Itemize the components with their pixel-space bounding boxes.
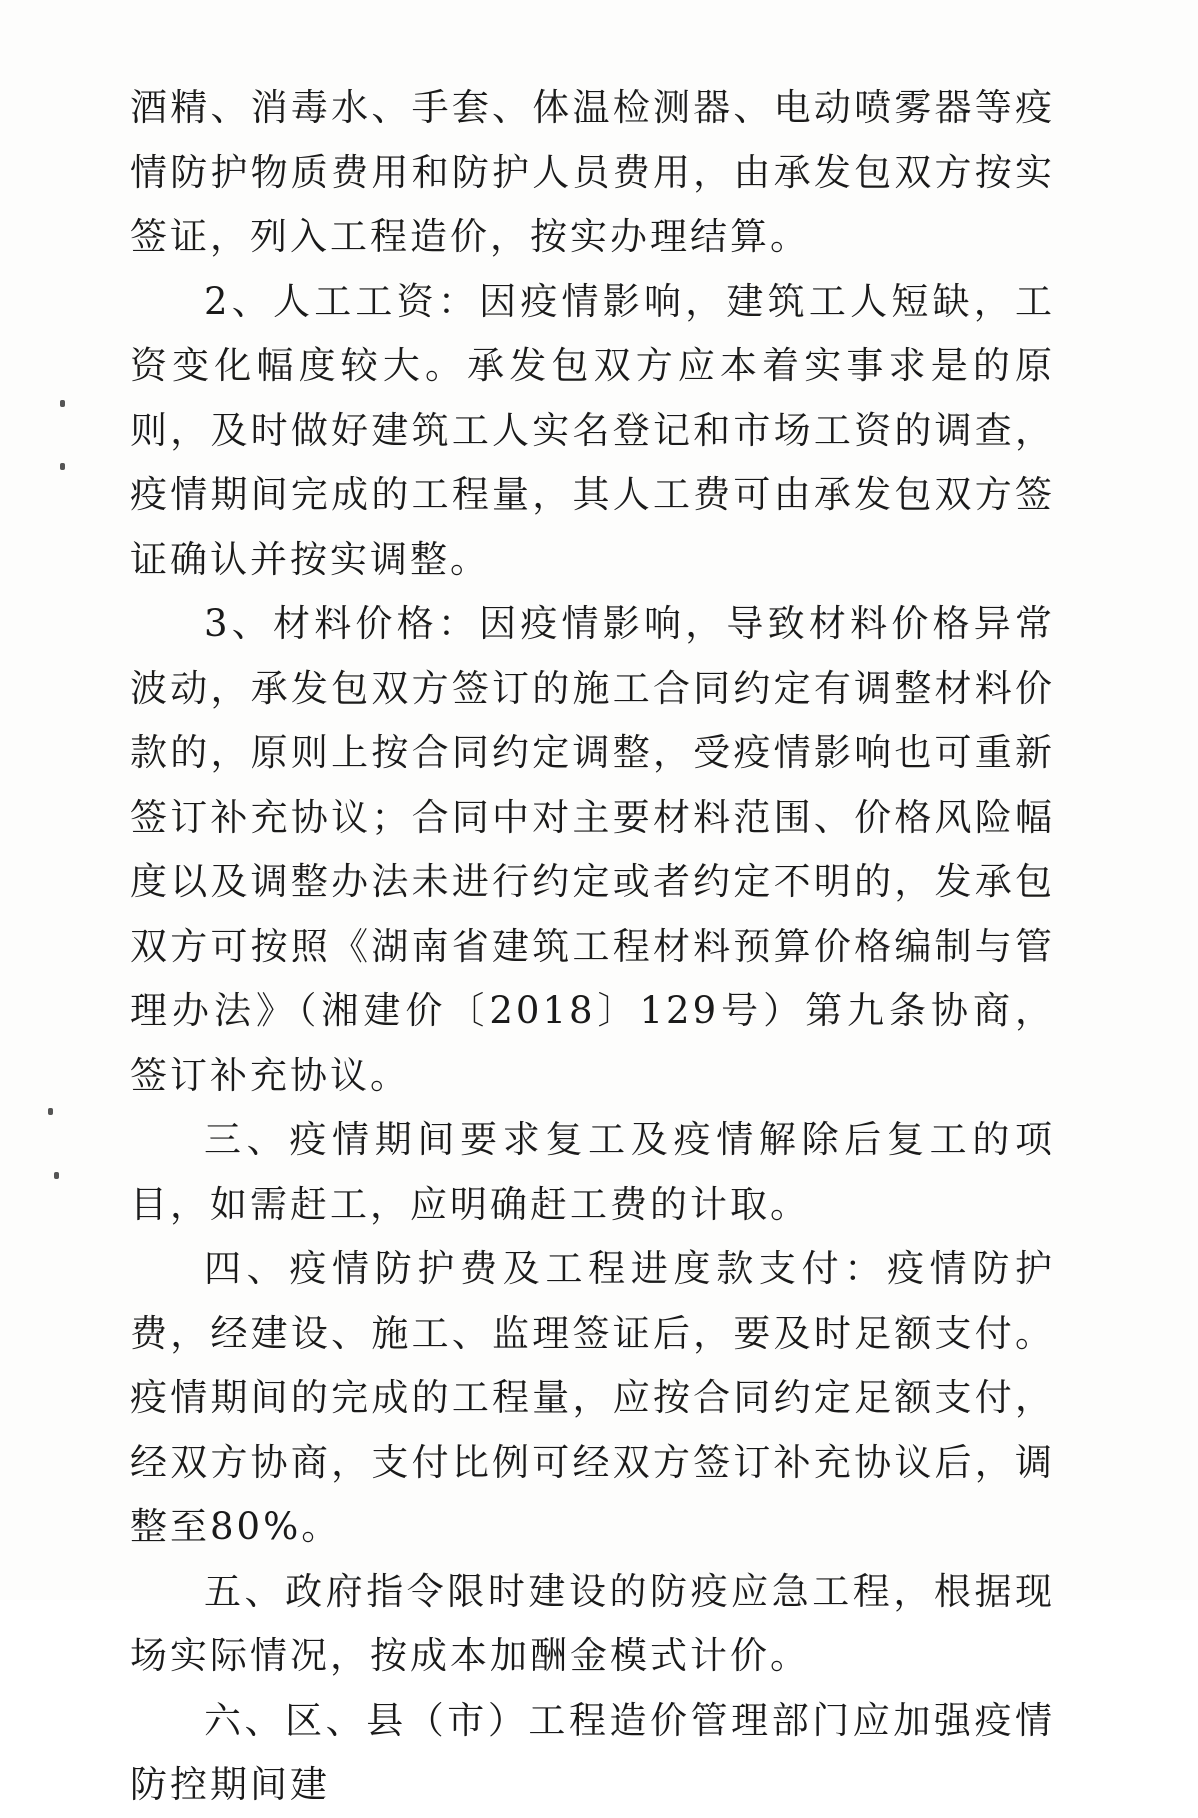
binding-hole-mark (54, 1172, 59, 1179)
paragraph: 四、疫情防护费及工程进度款支付：疫情防护费，经建设、施工、监理签证后，要及时足额支付。疫情期间的完成的工程量，应按合同约定足额支付，经双方协商，支付比例可经双方签订补充协议后，调整至80%。 (130, 1247, 1055, 1548)
binding-hole-mark (60, 400, 65, 407)
binding-hole-mark (48, 1108, 53, 1115)
document-body (130, 76, 1055, 1818)
paragraph: 酒精、消毒水、手套、体温检测器、电动喷雾器等疫情防护物质费用和防护人员费用，由承发包双方按实签证，列入工程造价，按实办理结算。 (130, 86, 1055, 258)
binding-hole-mark (60, 463, 65, 470)
paragraph: 五、政府指令限时建设的防疫应急工程，根据现场实际情况，按成本加酬金模式计价。 (130, 1569, 1055, 1677)
paragraph: 2、人工工资：因疫情影响，建筑工人短缺，工资变化幅度较大。承发包双方应本着实事求是的原则，及时做好建筑工人实名登记和市场工资的调查，疫情期间完成的工程量，其人工费可由承发包双方签证确认并按实调整。 (130, 279, 1055, 581)
paragraph: 3、材料价格：因疫情影响，导致材料价格异常波动，承发包双方签订的施工合同约定有调整材料价款的，原则上按合同约定调整，受疫情影响也可重新签订补充协议；合同中对主要材料范围、价格风险幅度以及调整办法未进行约定或者约定不明的，发承包双方可按照《湖南省建筑工程材料预算价格编制与管理办法》（湘建价〔2018〕129号）第九条协商，签订补充协议。 (130, 602, 1055, 1097)
paragraph: 六、区、县（市）工程造价管理部门应加强疫情防控期间建 (130, 1698, 1055, 1806)
paragraph: 三、疫情期间要求复工及疫情解除后复工的项目，如需赶工，应明确赶工费的计取。 (130, 1118, 1055, 1226)
